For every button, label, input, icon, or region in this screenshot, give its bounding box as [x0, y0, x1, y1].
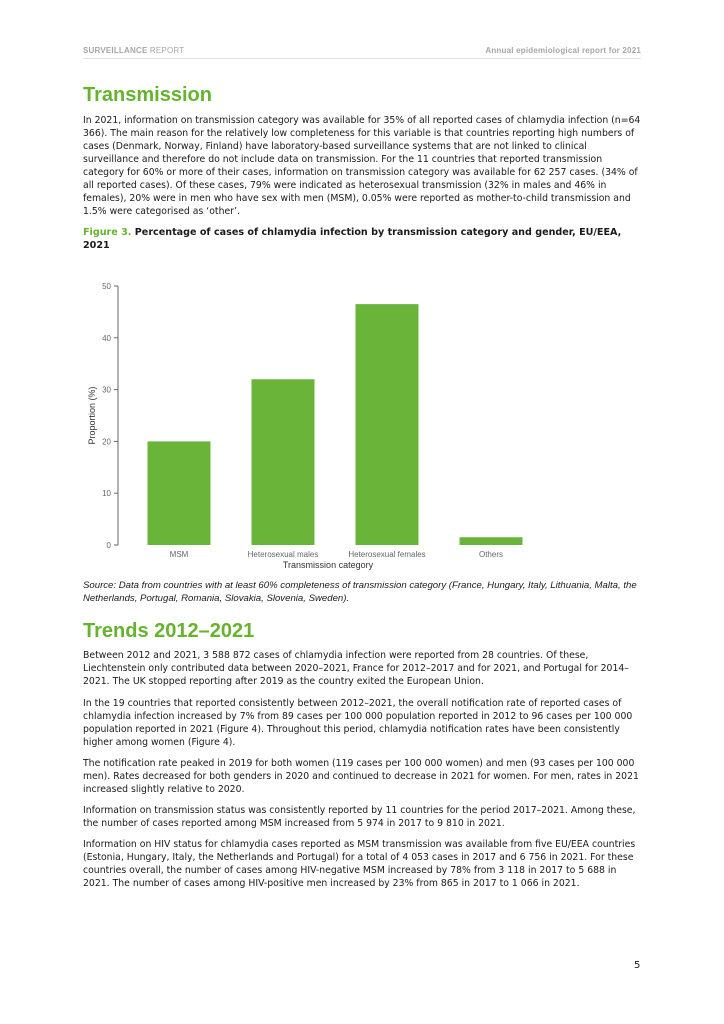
transmission-paragraph: In 2021, information on transmission category was available for 35% of all reported cases of chlamydia infection (n=64 366). The main reason for the relatively low completeness for this variable is that countries reporting high numbers of cases (Denmark, Norway, Finland) have laboratory-based surveillance systems that are not linked to clinical surveillance and therefore do not include data on transmission. For the 11 countries that reported transmission category for 60% or more of their cases, information on transmission category was available for 62 257 cases. (34% of all reported cases). Of these cases, 79% were indicated as heterosexual transmission (32% in males and 46% in females), 20% were in men who have sex with men (MSM), 0.05% were reported as mother-to-child transmission and 1.5% were categorised as ‘other’. [83, 115, 641, 217]
bar-heterosexual-females [356, 304, 419, 545]
page-number: 5 [634, 960, 641, 971]
x-tick-label: MSM [169, 550, 189, 559]
trends-paragraph-5: Information on HIV status for chlamydia cases reported as MSM transmission was available from five EU/EEA countries (Estonia, Hungary, Italy, the Netherlands and Portugal) for a total of 4 053 cases in 2017 and 6 756 in 2021. For these countries overall, the number of cases among HIV-negative MSM increased by 78% from 3 118 in 2017 to 5 688 in 2021. The number of cases among HIV-positive men increased by 23% from 865 in 2017 to 1 066 in 2021. [83, 839, 636, 889]
figure-number: Figure 3. [83, 227, 132, 238]
trends-paragraph-3: The notification rate peaked in 2019 for both women (119 cases per 100 000 women) and men (93 cases per 100 000 men). Rates decreased for both genders in 2020 and continued to decrease in 2021 for women. For men, rates in 2021 increased slightly relative to 2020. [83, 758, 639, 795]
report-type-light: REPORT [147, 46, 185, 55]
transmission-heading: Transmission [83, 84, 212, 106]
x-tick-label: Heterosexual males [247, 550, 319, 559]
trends-heading: Trends 2012–2021 [83, 620, 255, 642]
report-type-label [83, 46, 184, 55]
bar-msm [148, 441, 211, 545]
x-axis-label: Transmission category [282, 560, 374, 570]
y-tick-label: 20 [102, 437, 111, 447]
running-header [83, 46, 641, 58]
bar-heterosexual-males [252, 379, 315, 545]
y-axis [102, 282, 118, 550]
y-tick-label: 10 [102, 489, 111, 499]
x-tick-labels [170, 550, 503, 559]
header-divider [83, 58, 641, 59]
y-tick-label: 0 [106, 541, 111, 550]
figure-caption-text: Percentage of cases of chlamydia infection by transmission category and gender, EU/EEA, 2021 [83, 227, 622, 251]
bars-group [148, 304, 523, 545]
trends-paragraph-1: Between 2012 and 2021, 3 588 872 cases of chlamydia infection were reported from 28 countries. Of these, Liechtenstein only contributed data between 2020–2021, France for 2012–2017 and for 2021, and Portugal for 2014–2021. The UK stopped reporting after 2019 as the country exited the European Union. [83, 650, 629, 687]
bar-others [460, 537, 523, 545]
y-tick-label: 40 [102, 333, 111, 343]
trends-paragraph-4: Information on transmission status was consistently reported by 11 countries for the period 2017–2021. Among these, the number of cases reported among MSM increased from 5 974 in 2017 to 9 810 in 2021. [83, 805, 636, 829]
x-tick-label: Others [478, 550, 504, 559]
x-tick-label: Heterosexual females [348, 550, 426, 559]
report-title-label: Annual epidemiological report for 2021 [485, 46, 641, 55]
y-axis-label: Proportion (%) [87, 386, 97, 445]
trends-paragraph-2: In the 19 countries that reported consistently between 2012–2021, the overall notification rate of reported cases of chlamydia infection increased by 7% from 89 cases per 100 000 population reported in 2012 to 96 cases per 100 000 population reported in 2021 (Figure 4). Throughout this period, chlamydia notification rates have been consistently higher among women (Figure 4). [83, 698, 633, 748]
transmission-bar-chart [83, 278, 543, 574]
figure-source: Source: Data from countries with at least 60% completeness of transmission category (France, Hungary, Italy, Lithuania, Malta, the Netherlands, Portugal, Romania, Slovakia, Slovenia, Sweden). [83, 580, 637, 604]
figure-caption [83, 226, 643, 252]
y-tick-label: 30 [102, 385, 111, 395]
y-tick-label: 50 [102, 282, 111, 291]
report-type-bold: SURVEILLANCE [83, 46, 148, 55]
